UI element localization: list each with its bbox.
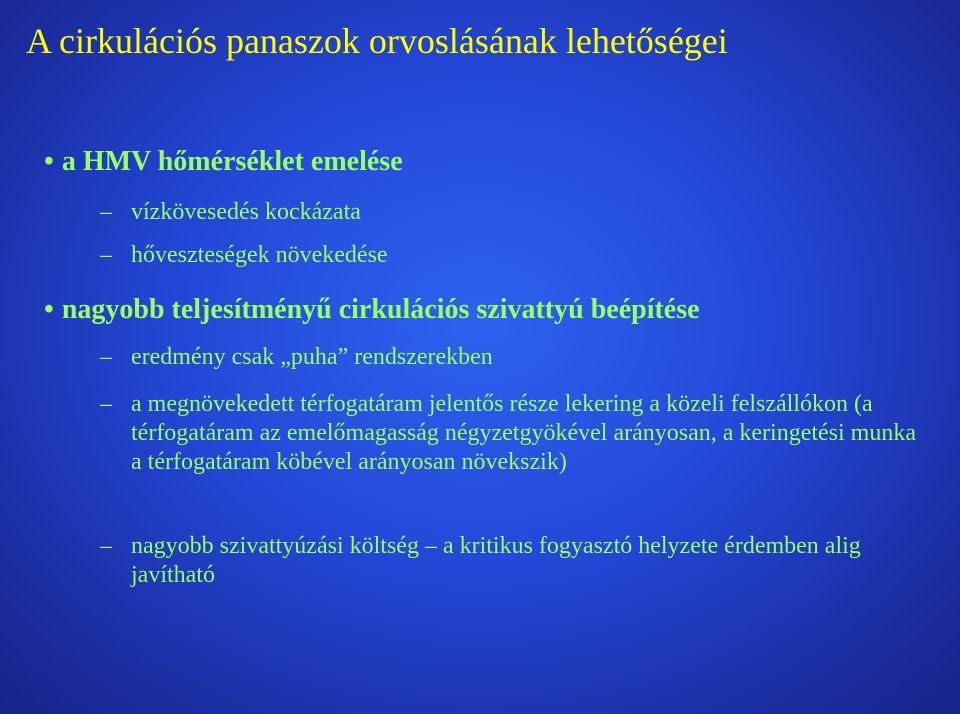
subitem-scaling-risk (100, 198, 930, 227)
subitem-text: a megnövekedett térfogatáram jelentős része lekering a közeli felszállókon (a térfogatáram az emelőmagasság négyzetgyökével arányosan, a keringetési munka a térfogatáram köbével arányosan növekszik) (131, 391, 916, 475)
bullet-text: nagyobb teljesítményű cirkulációs szivattyú beépítése (61, 294, 700, 325)
dash-icon: – (100, 242, 112, 268)
dash-icon: – (100, 391, 112, 417)
dash-icon: – (100, 344, 112, 370)
subitem-soft-systems (100, 343, 930, 372)
dash-icon: – (100, 533, 112, 559)
bullet-hmv-temperature (44, 147, 403, 178)
subitem-flow-bypass (100, 390, 930, 476)
subitem-text: hőveszteségek növekedése (131, 242, 388, 268)
bullet-icon: • (44, 294, 54, 325)
slide-title: A cirkulációs panaszok orvoslásának lehetőségei (26, 21, 728, 61)
bullet-larger-pump (44, 295, 700, 326)
subitem-text: eredmény csak „puha” rendszerekben (131, 344, 493, 370)
subitem-text: nagyobb szivattyúzási költség – a kritikus fogyasztó helyzete érdemben alig javítható (131, 533, 861, 588)
dash-icon: – (100, 199, 112, 225)
subitem-heat-loss (100, 241, 930, 270)
subitem-text: vízkövesedés kockázata (131, 199, 361, 225)
subitem-pumping-cost (100, 532, 930, 590)
bullet-icon: • (44, 146, 54, 177)
bullet-text: a HMV hőmérséklet emelése (61, 146, 403, 177)
